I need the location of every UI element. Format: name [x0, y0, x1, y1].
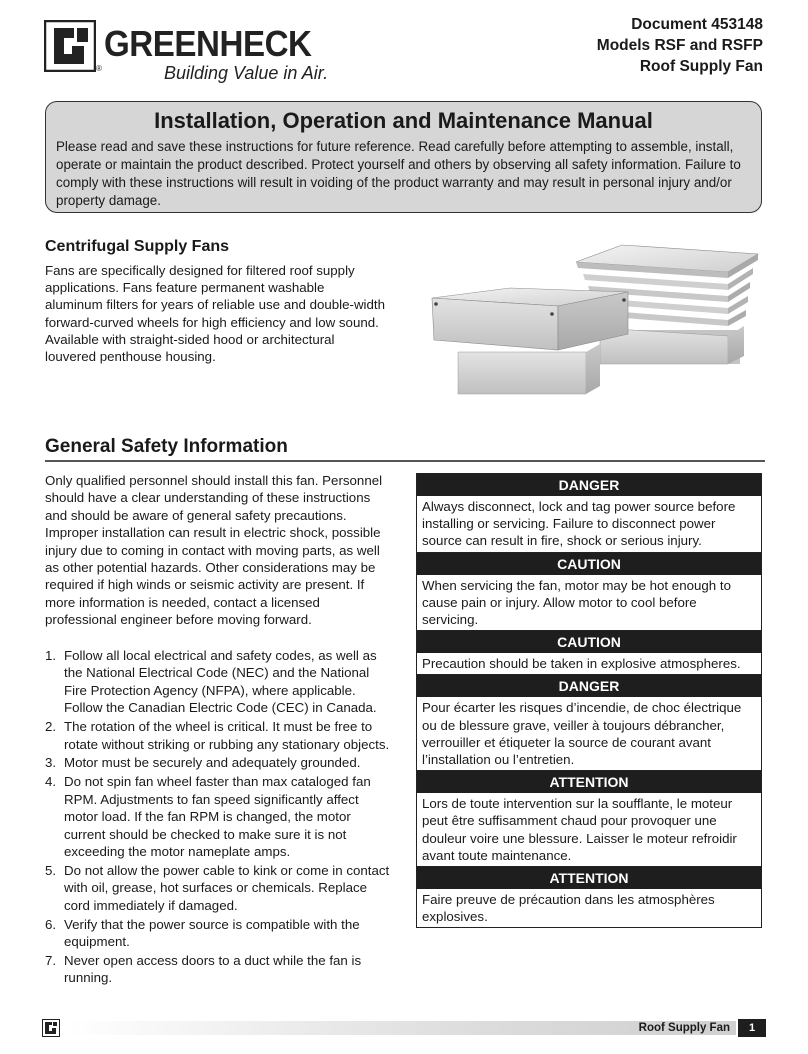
roof-supply-fan-illustration [428, 240, 764, 400]
logo-registered-mark: ® [96, 64, 102, 73]
safety-list-item: 3. Motor must be securely and adequately grounded. [45, 755, 361, 771]
document-number: Document 453148 [631, 16, 763, 33]
straight-sided-hood [432, 288, 628, 394]
logo-wordmark: GREENHECK [104, 23, 312, 64]
warning-text: Pour écarter les risques d’incendie, de choc électrique ou de blessure grave, veiller à toujours débrancher, verrouiller et étiqueter la source de courant avant l’installation ou l’entretien. [422, 700, 742, 768]
warning-box-danger [416, 473, 762, 553]
footer-bar [66, 1021, 736, 1035]
centrifugal-heading: Centrifugal Supply Fans [45, 238, 230, 255]
warning-box-attention [416, 867, 762, 928]
warning-column [416, 473, 762, 928]
logo-tagline: Building Value in Air. [164, 63, 329, 83]
warning-text: Precaution should be taken in explosive atmospheres. [422, 656, 741, 672]
document-info [597, 14, 763, 77]
warning-box-caution [416, 631, 762, 675]
warning-title: DANGER [417, 675, 761, 697]
warning-text: Always disconnect, lock and tag power source before installing or servicing. Failure to disconnect power source can result in fire, shock or serious injury. [422, 499, 736, 549]
safety-list-item: 5. Do not allow the power cable to kink or come in contact with oil, grease, hot surfaces or chemicals. Replace cord immediately if damaged. [45, 862, 390, 913]
warning-text: When servicing the fan, motor may be hot enough to cause pain or injury. Allow motor to cool before servicing. [422, 577, 731, 628]
safety-list [45, 647, 392, 988]
general-safety-intro: Only qualified personnel should install this fan. Personnel should have a clear understanding of these instructions and should be aware of general safety precautions. Improper installation can result in electric shock, possible injury due to coming in contact with moving parts, as well as other potential hazards. Other considerations may be required if high winds or seismic activity are present. If more information is needed, contact a licensed professional engineer before moving forward. [45, 473, 383, 628]
section-divider [45, 460, 765, 462]
warning-text: Faire preuve de précaution dans les atmosphères explosives. [422, 892, 715, 925]
safety-list-item: 1. Follow all local electrical and safety codes, as well as the National Electrical Code (NEC) and the National Fire Protection Agency (NFPA), where applicable. Follow the Canadian Electric Code (CEC) in Canada. [45, 648, 377, 716]
warning-title: ATTENTION [417, 771, 761, 793]
warning-title: CAUTION [417, 553, 761, 575]
warning-box-danger-fr [416, 675, 762, 771]
manual-notice-box [45, 101, 762, 213]
warning-title: ATTENTION [417, 867, 761, 889]
warning-title: DANGER [417, 474, 761, 496]
greenheck-logo-mark-icon [44, 20, 96, 72]
safety-list-item: 4. Do not spin fan wheel faster than max cataloged fan RPM. Adjustments to fan speed significantly affect motor load. If the fan RPM is changed, the motor current should be checked to make sure it is not exceeding the motor nameplate amps. [45, 774, 371, 859]
warning-title: CAUTION [417, 631, 761, 653]
safety-list-item: 6. Verify that the power source is compatible with the equipment. [45, 916, 360, 949]
document-product: Roof Supply Fan [639, 58, 763, 75]
page-footer [42, 1017, 766, 1039]
manual-title: Installation, Operation and Maintenance Manual [154, 108, 653, 133]
page-number: 1 [738, 1019, 766, 1037]
greenheck-logo [44, 17, 334, 87]
document-models: Models RSF and RSFP [596, 37, 763, 54]
warning-box-caution [416, 553, 762, 632]
manual-notice-text: Please read and save these instructions for future reference. Read carefully before attempting to assemble, install, operate or maintain the product described. Protect yourself and others by observing all safety information. Failure to comply with these instructions will result in voiding of the product warranty and may result in personal injury and/or property damage. [56, 139, 741, 208]
greenheck-small-logo-icon [42, 1019, 60, 1037]
safety-list-item: 2. The rotation of the wheel is critical. It must be free to rotate without striking or rubbing any stationary objects. [45, 719, 390, 752]
centrifugal-text: Fans are specifically designed for filtered roof supply applications. Fans feature permanent washable aluminum filters for years of reliable use and double-width forward-curved wheels for high efficiency and low sound. Available with straight-sided hood or architectural louvered penthouse housing. [45, 263, 385, 365]
warning-box-attention [416, 771, 762, 867]
safety-list-item: 7. Never open access doors to a duct while the fan is running. [45, 952, 362, 986]
footer-label: Roof Supply Fan [638, 1022, 730, 1034]
general-safety-heading: General Safety Information [45, 436, 288, 457]
warning-text: Lors de toute intervention sur la soufflante, le moteur peut être suffisamment chaud pour provoquer une douleur voire une blessure. Laisser le moteur refroidir avant toute maintenance. [422, 796, 737, 863]
